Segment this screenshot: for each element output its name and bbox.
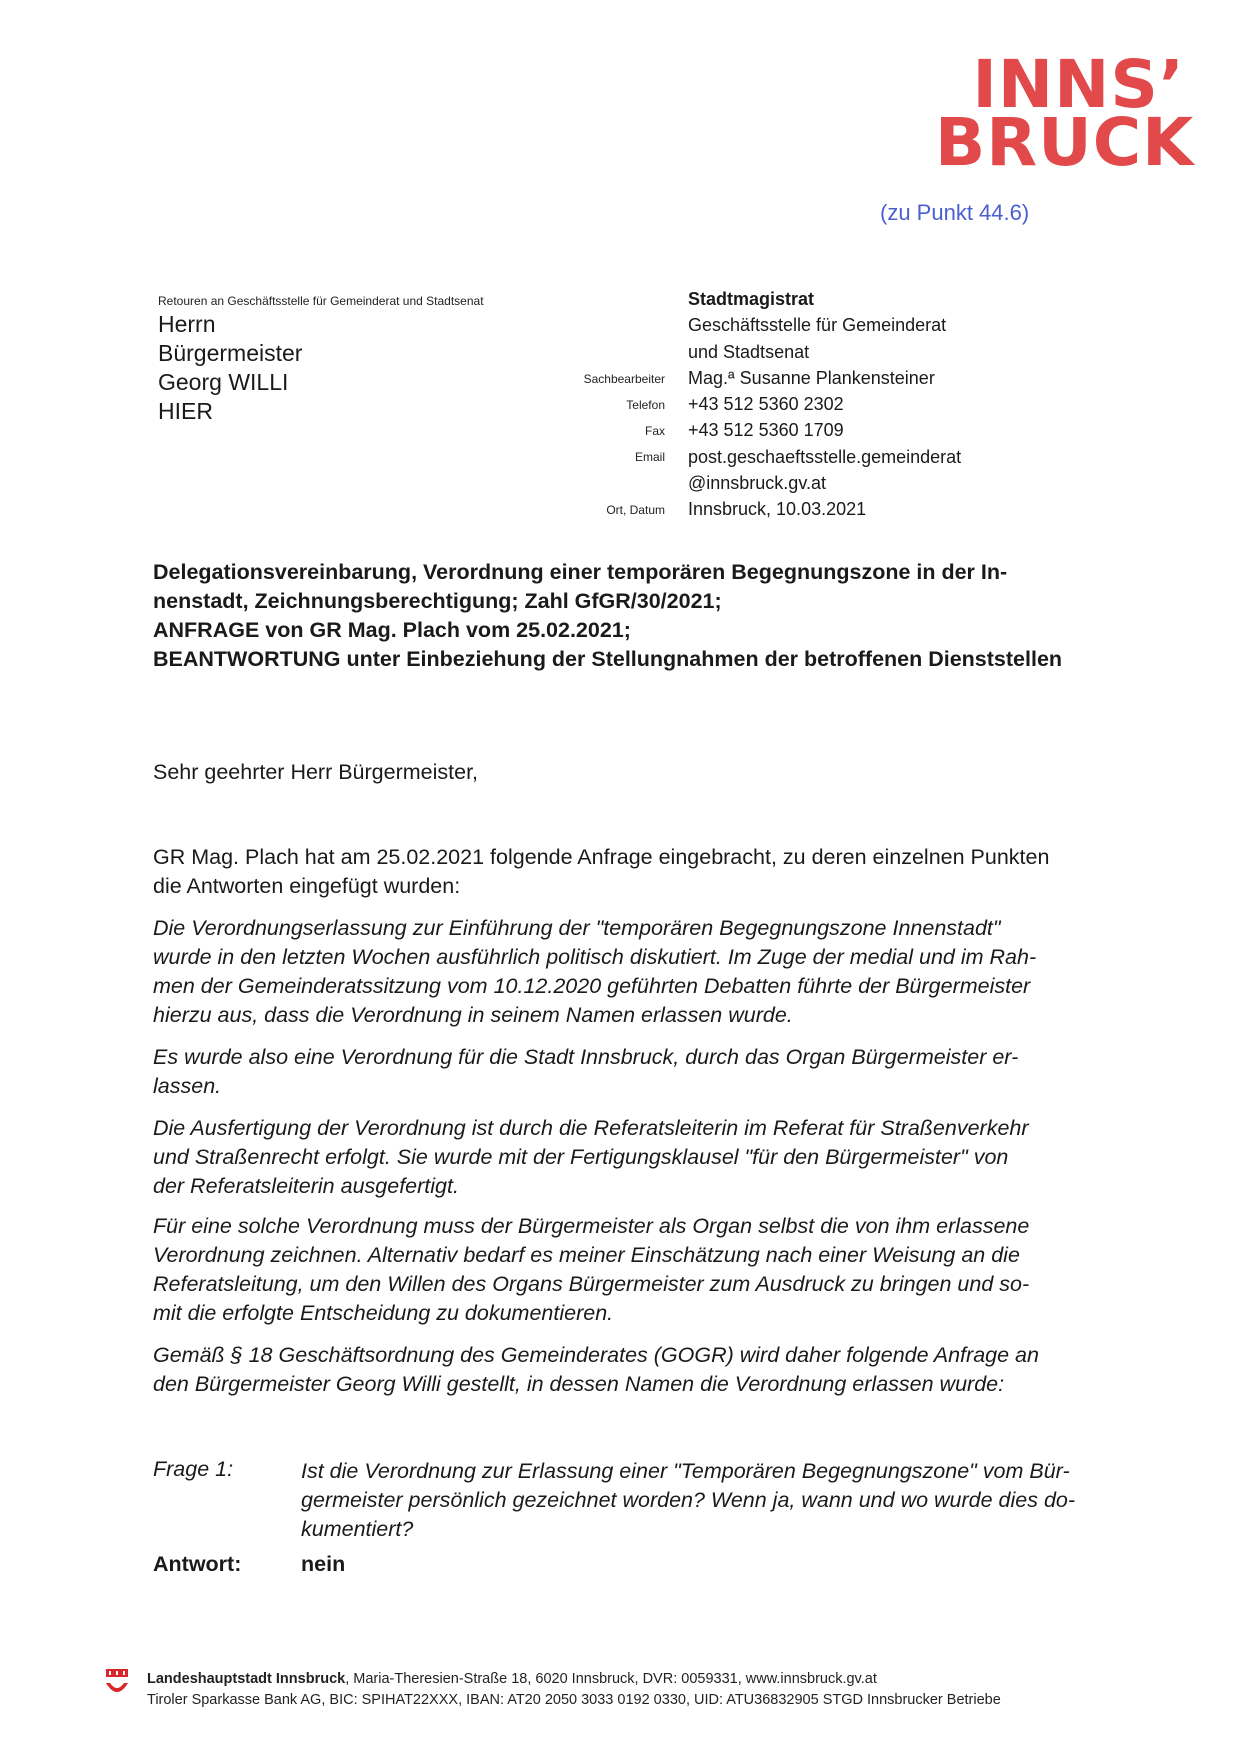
quote-line: Verordnung zeichnen. Alternativ bedarf es meiner Einschätzung nach einer Weisung an die bbox=[153, 1243, 1020, 1267]
agenda-point-reference: (zu Punkt 44.6) bbox=[880, 200, 1030, 225]
quote-line: und Straßenrecht erfolgt. Sie wurde mit der Fertigungsklausel "für den Bürgermeister" von bbox=[153, 1145, 1009, 1169]
city-coat-of-arms-icon bbox=[104, 1667, 130, 1699]
footer-address: , Maria-Theresien-Straße 18, 6020 Innsbruck, DVR: 0059331, www.innsbruck.gv.at bbox=[345, 1671, 877, 1687]
footer-line-1 bbox=[147, 1669, 1001, 1690]
recipient-line: Herrn bbox=[158, 311, 216, 337]
quote-paragraph-5 bbox=[153, 1341, 1143, 1399]
email-address: post.geschaeftsstelle.gemeinderat bbox=[688, 446, 962, 467]
quote-line: der Referatsleiterin ausgefertigt. bbox=[153, 1174, 459, 1198]
label-email: Email bbox=[634, 450, 665, 464]
logo-line-1: INNS’ bbox=[972, 46, 1185, 123]
answer-1-label: Antwort: bbox=[153, 1552, 242, 1576]
quote-line: Die Ausfertigung der Verordnung ist durch die Referatsleiterin im Referat für Straßenverkehr bbox=[153, 1116, 1029, 1140]
footer-org: Landeshauptstadt Innsbruck bbox=[147, 1671, 346, 1687]
quote-line: den Bürgermeister Georg Willi gestellt, in dessen Namen die Verordnung erlassen wurde: bbox=[153, 1372, 1005, 1396]
question-line: germeister persönlich gezeichnet worden? Wenn ja, wann und wo wurde dies do- bbox=[301, 1488, 1076, 1512]
innsbruck-logo bbox=[935, 46, 1195, 181]
quote-line: wurde in den letzten Wochen ausführlich politisch diskutiert. Im Zuge der medial und im Rah- bbox=[153, 945, 1037, 969]
recipient-line: Georg WILLI bbox=[158, 369, 289, 395]
subject-line: ANFRAGE von GR Mag. Plach vom 25.02.2021; bbox=[153, 618, 631, 642]
quote-paragraph-2 bbox=[153, 1043, 1143, 1101]
quote-line: lassen. bbox=[153, 1074, 222, 1098]
place-date: Innsbruck, 10.03.2021 bbox=[688, 499, 867, 520]
return-address: Retouren an Geschäftsstelle für Gemeinderat und Stadtsenat bbox=[158, 294, 484, 308]
sender-block bbox=[688, 286, 961, 523]
phone-number: +43 512 5360 2302 bbox=[688, 394, 844, 415]
intro-line: GR Mag. Plach hat am 25.02.2021 folgende Anfrage eingebracht, zu deren einzelnen Punkten bbox=[153, 845, 1050, 869]
sender-dept: Geschäftsstelle für Gemeinderat bbox=[688, 315, 947, 336]
quote-line: Gemäß § 18 Geschäftsordnung des Gemeinderates (GOGR) wird daher folgende Anfrage an bbox=[153, 1343, 1039, 1367]
sender-office: Stadtmagistrat bbox=[688, 289, 815, 309]
intro-line: die Antworten eingefügt wurden: bbox=[153, 874, 461, 898]
quote-line: Die Verordnungserlassung zur Einführung der "temporären Begegnungszone Innenstadt" bbox=[153, 916, 1001, 940]
quote-paragraph-4 bbox=[153, 1212, 1143, 1328]
intro-paragraph bbox=[153, 843, 1143, 901]
label-place-date: Ort, Datum bbox=[606, 503, 665, 517]
label-phone: Telefon bbox=[626, 398, 665, 412]
question-line: kumentiert? bbox=[301, 1517, 414, 1541]
logo-line-2: BRUCK bbox=[935, 104, 1195, 181]
question-1-label: Frage 1: bbox=[153, 1457, 234, 1481]
subject-line: BEANTWORTUNG unter Einbeziehung der Stellungnahmen der betroffenen Dienststellen bbox=[153, 647, 1063, 671]
label-fax: Fax bbox=[644, 424, 665, 438]
quote-line: hierzu aus, dass die Verordnung in seinem Namen erlassen wurde. bbox=[153, 1003, 793, 1027]
quote-line: mit die erfolgte Entscheidung zu dokumentieren. bbox=[153, 1301, 614, 1325]
recipient-line: Bürgermeister bbox=[158, 340, 303, 366]
question-1-text bbox=[301, 1457, 1141, 1544]
salutation: Sehr geehrter Herr Bürgermeister, bbox=[153, 760, 479, 784]
label-clerk: Sachbearbeiter bbox=[583, 372, 665, 386]
footer bbox=[147, 1669, 1001, 1711]
answer-1-text: nein bbox=[301, 1552, 346, 1576]
fax-number: +43 512 5360 1709 bbox=[688, 420, 844, 441]
recipient-line: HIER bbox=[158, 398, 213, 424]
quote-line: Für eine solche Verordnung muss der Bürgermeister als Organ selbst die von ihm erlassene bbox=[153, 1214, 1030, 1238]
quote-paragraph-1 bbox=[153, 914, 1143, 1030]
sender-dept: und Stadtsenat bbox=[688, 341, 810, 362]
quote-line: Referatsleitung, um den Willen des Organs Bürgermeister zum Ausdruck zu bringen und so- bbox=[153, 1272, 1030, 1296]
subject-block bbox=[153, 558, 1143, 674]
question-line: Ist die Verordnung zur Erlassung einer "Temporären Begegnungszone" vom Bür- bbox=[301, 1459, 1070, 1483]
quote-paragraph-3 bbox=[153, 1114, 1143, 1201]
footer-bank: Tiroler Sparkasse Bank AG, BIC: SPIHAT22XXX, IBAN: AT20 2050 3033 0192 0330, UID: ATU36832905 STGD Innsbrucker Betriebe bbox=[147, 1692, 1001, 1708]
subject-line: Delegationsvereinbarung, Verordnung einer temporären Begegnungszone in der In- bbox=[153, 560, 1008, 584]
recipient-block bbox=[158, 310, 302, 426]
subject-line: nenstadt, Zeichnungsberechtigung; Zahl GfGR/30/2021; bbox=[153, 589, 722, 613]
quote-line: Es wurde also eine Verordnung für die Stadt Innsbruck, durch das Organ Bürgermeister er- bbox=[153, 1045, 1019, 1069]
email-address: @innsbruck.gv.at bbox=[688, 473, 826, 494]
clerk-name: Mag.ª Susanne Plankensteiner bbox=[688, 367, 935, 388]
quote-line: men der Gemeinderatssitzung vom 10.12.2020 geführten Debatten führte der Bürgermeister bbox=[153, 974, 1031, 998]
